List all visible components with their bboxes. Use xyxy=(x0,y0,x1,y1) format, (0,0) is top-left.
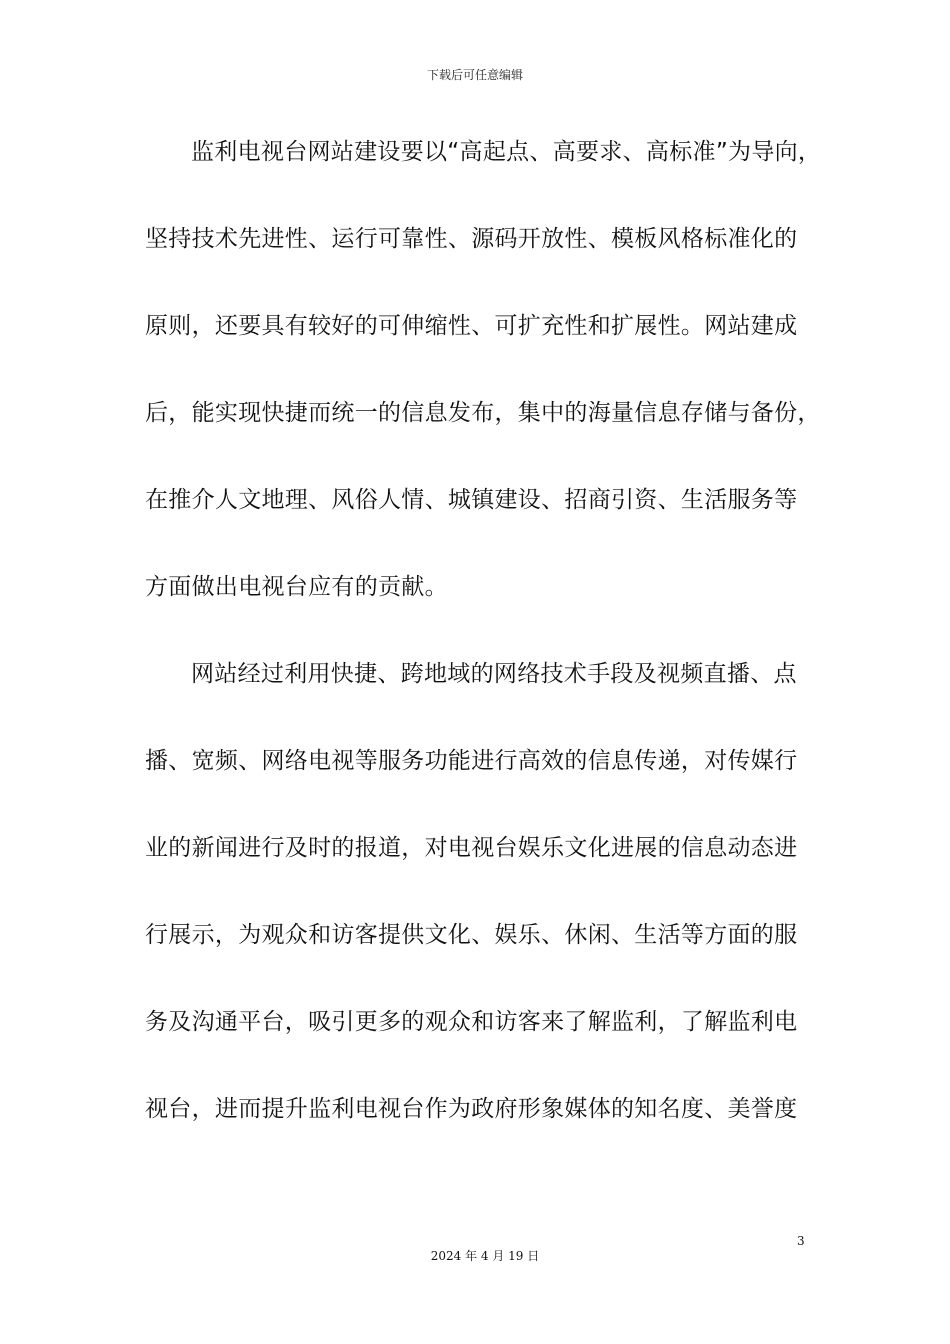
text-line: 在推介人文地理、风俗人情、城镇建设、招商引资、生活服务等 xyxy=(145,487,798,513)
text-line: 后，能实现快捷而统一的信息发布，集中的海量信息存储与备份， xyxy=(145,400,821,426)
document-body xyxy=(145,131,822,1132)
paragraph-2 xyxy=(145,653,815,1132)
footer-date: 2024 年 4 月 19 日 xyxy=(430,1249,540,1263)
text-line: 坚持技术先进性、运行可靠性、源码开放性、模板风格标准化的 xyxy=(145,226,798,252)
page-number: 3 xyxy=(797,1234,805,1248)
text-line: 行展示，为观众和访客提供文化、娱乐、休闲、生活等方面的服 xyxy=(145,922,798,948)
text-line: 方面做出电视台应有的贡献。 xyxy=(145,574,448,600)
text-line: 监利电视台网站建设要以“高起点、高要求、高标准”为导向， xyxy=(191,139,822,165)
text-line: 业的新闻进行及时的报道，对电视台娱乐文化进展的信息动态进 xyxy=(145,835,798,861)
text-line: 网站经过利用快捷、跨地域的网络技术手段及视频直播、点 xyxy=(191,661,797,687)
text-line: 视台，进而提升监利电视台作为政府形象媒体的知名度、美誉度 xyxy=(145,1096,798,1122)
text-line: 原则，还要具有较好的可伸缩性、可扩充性和扩展性。网站建成 xyxy=(145,313,798,339)
text-line: 务及沟通平台，吸引更多的观众和访客来了解监利，了解监利电 xyxy=(145,1009,798,1035)
text-line: 播、宽频、网络电视等服务功能进行高效的信息传递，对传媒行 xyxy=(145,748,798,774)
page-header: 下载后可任意编辑 xyxy=(426,68,523,82)
paragraph-1 xyxy=(145,131,822,610)
